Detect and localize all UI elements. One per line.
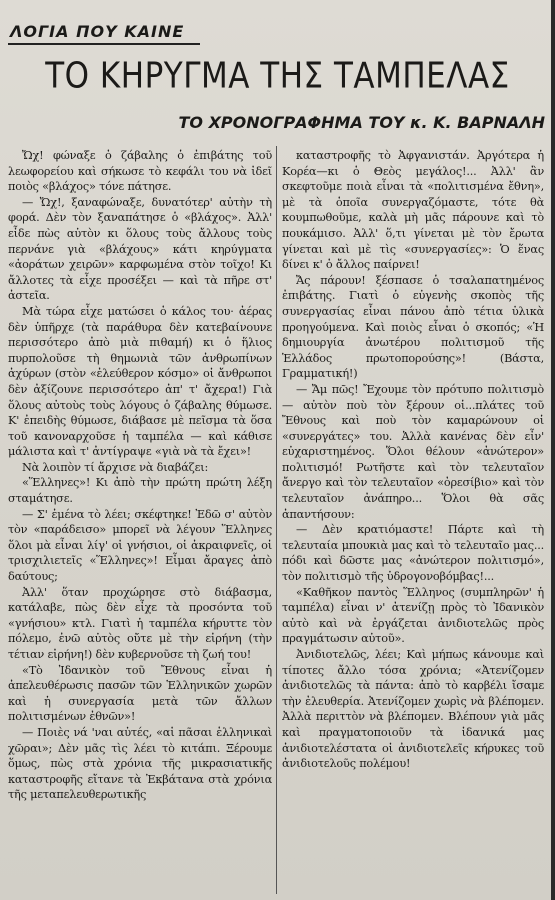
paragraph: — Δὲν κρατιόμαστε! Πάρτε καὶ τὴ τελευταία μπουκιὰ μας καὶ τὸ τελευταῖο μας... πόδι καὶ δῶστε μας «ἀνώτερον πολιτισμό», τὸν πολιτισμὸ τῆς ὑδρογονοβόμβας!...: [282, 523, 544, 584]
right-column: [282, 148, 544, 894]
paragraph: Μὰ τώρα εἶχε ματώσει ὁ κάλος του· ἀέρας δὲν ὑπῆρχε (τὰ παράθυρα δὲν κατεβαίνουνε περισσότερο ἀπὸ μιὰ πιθαμή) κι ὁ ἥλιος πυρπολοῦσε τὴ θημωνιὰ τῶν ἀνθρωπίνων ἀχύρων (στὸν «ἐλεύθερον κόσμο» οἱ ἄνθρωποι δὲν ἀξίζουνε περισσότερο ἀπ' τ' ἄχερα!) Γιὰ ὅλους αὐτοὺς τοὺς λόγους ὁ ζάβαλης θύμωσε. Κ' ἐπειδὴς θύμωσε, διάβασε μὲ πεῖσμα τὰ ὅσα τοῦ κανοναρχοῦσε ἡ ταμπέλα — καὶ κάθισε μάλιστα καὶ τ' ἀντίγραψε «γιὰ νὰ τὰ ἔχει»!: [8, 304, 272, 459]
paragraph: «Καθῆκον παντὸς Ἕλληνος (συμπληρῶν' ἡ ταμπέλα) εἶναι ν' ἀτενίζῃ πρὸς τὸ Ἰδανικὸν αὐτὸ καὶ νὰ ἐργάζεται ἀνιδιοτελῶς πρὸς πραγμάτωσιν αὐτοῦ».: [282, 585, 544, 646]
rubric-underline: [8, 43, 200, 45]
paragraph: Ἀνιδιοτελῶς, λέει; Καὶ μήπως κάνουμε καὶ τίποτες ἄλλο τόσα χρόνια; «Ἀτενίζομεν ἀνιδιοτελῶς τὰ πάντα: ἀπὸ τὸ καρβέλι ἴσαμε τὴν ἐλευθερία. Ἀτενίζομεν χωρὶς νὰ βλέπομεν. Ἀλλὰ περιττὸν νὰ βλέπομεν. Βλέπουν γιὰ μᾶς καὶ πραγματοποιοῦν τὰ ἰδανικά μας ἀνιδιοτελέστατα οἱ ἀνιδιοτελεῖς κήρυκες τοῦ ἀνιδιοτελοῦς πολέμου!: [282, 648, 544, 771]
paragraph: Ὤχ! φώναξε ὁ ζάβαλης ὁ ἐπιβάτης τοῦ λεωφορείου καὶ σήκωσε τὸ κεφάλι του νὰ ἰδεῖ ποιὸς «βλάχος» τόνε πάτησε.: [8, 149, 272, 194]
paragraph: — Σ' ἐμένα τὸ λέει; σκέφτηκε! Ἐδῶ σ' αὐτὸν τὸν «παράδεισο» μπορεῖ νὰ λέγουν Ἕλληνες ὅλοι μὰ εἶναι λίγ' οἱ γνήσιοι, οἱ ἀκραιφνεῖς, οἱ τρισχιλιετεῖς «Ἕλληνες»! Εἶμαι ἄραγες ἀπὸ δαύτους;: [8, 507, 272, 584]
paragraph: Νὰ λοιπὸν τί ἄρχισε νὰ διαβάζει:: [22, 460, 209, 474]
page-edge: [551, 0, 555, 900]
paragraph: «Τὸ Ἰδανικὸν τοῦ Ἔθνους εἶναι ἡ ἀπελευθέρωσις πασῶν τῶν Ἑλληνικῶν χωρῶν καὶ ἡ συνεργασία μετὰ τῶν ἄλλων πολιτισμένων ἐθνῶν»!: [8, 663, 272, 724]
article-headline: ΤΟ ΚΗΡΥΓΜΑ ΤΗΣ ΤΑΜΠΕΛΑΣ: [45, 55, 510, 97]
left-column: [8, 148, 272, 894]
paragraph: «Ἕλληνες»! Κι ἀπὸ τὴν πρώτη πρώτη λέξη σταμάτησε.: [8, 476, 272, 506]
paragraph: καταστροφῆς τὸ Ἀφγανιστάν. Ἀργότερα ἡ Κορέα—κι ὁ Θεὸς μεγάλος!... Ἀλλ' ἂν σκεφτοῦμε ποιὰ εἶναι τὰ «πολιτισμένα ἔθνη», μὲ τὰ ὁποῖα συνεργαζόμαστε, τότε θὰ κουμπωθοῦμε, καλὰ μὴ μᾶς πάρουνε καὶ τὸ πουκάμισο. Ἀλλ' ὅ,τι γίνεται μὲ τὸν ἔρωτα γίνεται καὶ μὲ τὶς «συνεργασίες»: Ὁ ἕνας δίνει κ' ὁ ἄλλος παίρνει!: [282, 149, 544, 272]
paragraph: — Ποιὲς νά 'ναι αὐτές, «αἱ πᾶσαι ἑλληνικαὶ χῶραι»; Δὲν μᾶς τὶς λέει τὸ κιτάπι. Ξέρουμε ὅμως, πὼς στὰ χρόνια τῆς μικρασιατικῆς καταστροφῆς εἴτανε τὰ Ἐκβάτανα στὰ χρόνια τῆς μεταπελευθερωτικῆς: [8, 725, 272, 802]
paragraph: — Ὤχ!, ξαναφώναξε, δυνατότερ' αὐτὴν τὴ φορά. Δὲν τὸν ξαναπάτησε ὁ «βλάχος». Ἀλλ' εἶδε πὼς αὐτὸν κι ὅλους τοὺς ἄλλους τοὺς περνάνε γιὰ «βλάχους» κάτι κηρύγματα «ἀοράτων χειρῶν» καρφωμένα στὸν τοῖχο! Κι ἄλλοτες τὰ εἶχε προσέξει — καὶ τὰ πῆρε στ' ἀστεῖα.: [8, 195, 272, 303]
section-rubric: ΛΟΓΙΑ ΠΟΥ ΚΑΙΝΕ: [10, 22, 185, 41]
article-subheading: ΤΟ ΧΡΟΝΟΓΡΑΦΗΜΑ ΤΟΥ κ. Κ. ΒΑΡΝΑΛΗ: [178, 113, 545, 132]
paragraph: Ἀλλ' ὅταν προχώρησε στὸ διάβασμα, κατάλαβε, πὼς δὲν εἶχε τὰ προσόντα τοῦ «γνήσιου» κτλ. Γιατὶ ἡ ταμπέλα κήρυττε τὸν πόλεμο, ἐνῶ αὐτὸς οὔτε μὲ τὴν εἰρήνη (τὴν τέτιαν εἰρήνη!) δὲν κυβερνοῦσε τὴ ζωή του!: [8, 585, 272, 661]
paragraph: — Ἄμ πῶς! Ἔχουμε τὸν πρότυπο πολιτισμὸ — αὐτὸν ποὺ τὸν ξέρουν οἱ...πλάτες τοῦ Ἔθνους καὶ ποὺ τὸν καμαρώνουν οἱ «συνεργάτες» του. Ἀλλὰ κανένας δὲν εἶν' εὐχαριστημένος. Ὅλοι θέλουν «ἀνώτερον» πολιτισμό! Ρωτῆστε καὶ τὸν τελευταῖον ἄνεργο καὶ τὸν τελευταῖον «ὀρεσίβιο» καὶ τὸν τελευταῖον ἀνάπηρο... Ὅλοι θὰ σᾶς ἀπαντήσουν:: [282, 382, 544, 521]
paragraph: Ἄς πάρουν! ξέσπασε ὁ τσαλαπατημένος ἐπιβάτης. Γιατὶ ὁ εὐγενὴς σκοπὸς τῆς συνεργασίας εἶναι πάνου ἀπὸ τέτια ὑλικὰ προηγούμενα. Καὶ ποιὸς εἶναι ὁ σκοπός; «Ἡ δημιουργία ἀνωτέρου πολιτισμοῦ τῆς Ἑλλάδος πρωτοπορούσης»! (Βάστα, Γραμματική!): [282, 273, 544, 381]
column-divider: [276, 146, 277, 894]
